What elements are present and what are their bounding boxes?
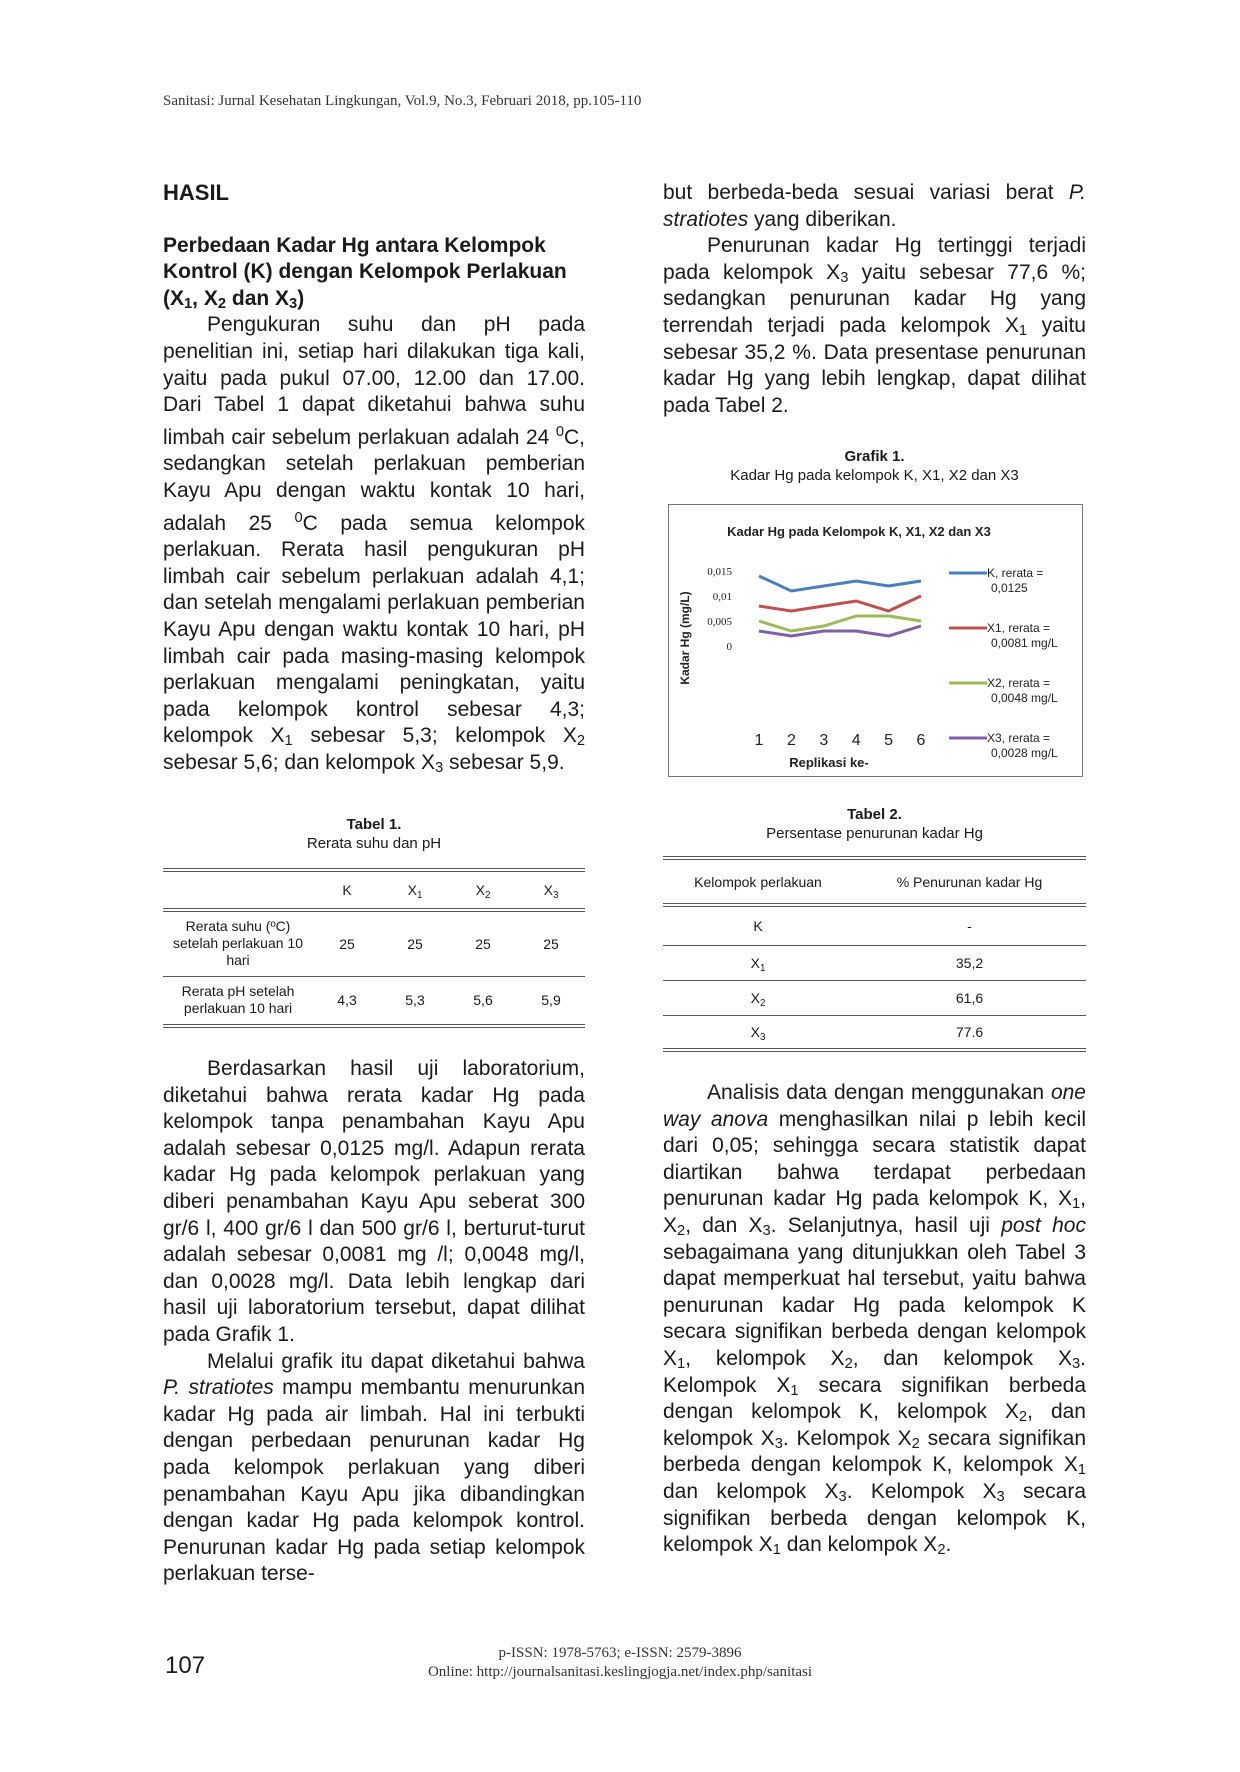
- x-tick-label: 6: [916, 732, 926, 749]
- table-row: [663, 1015, 1086, 1050]
- figure-caption: Grafik 1. Kadar Hg pada kelompok K, X1, X2 dan X3: [730, 448, 1019, 484]
- y-tick-label: 0,015: [707, 566, 732, 578]
- legend-value: 0,0081 mg/L: [991, 636, 1058, 650]
- x-axis-label: Replikasi ke-: [789, 755, 869, 770]
- table-cell: 25: [543, 935, 559, 952]
- section-heading: HASIL: [163, 180, 229, 205]
- table-header-cell: $X_2$: [475, 882, 491, 901]
- table-cell: 25: [407, 935, 423, 952]
- table2-caption: Tabel 2. Persentase penurunan kadar Hg: [766, 806, 983, 842]
- table-header-cell: $X_1$: [407, 882, 423, 901]
- table-cell: 5,9: [541, 992, 561, 1009]
- legend-label: K, rerata =: [987, 566, 1044, 580]
- legend-value: 0,0125: [991, 581, 1028, 595]
- table-row: [663, 945, 1086, 980]
- table-cell: $X_2$: [750, 989, 766, 1009]
- table-row: [663, 980, 1086, 1015]
- paragraph: Melalui grafik itu dapat diketahui bahwa P. stratiotes mampu membantu menurunkan kadar Hg pada air limbah. Hal ini terbukti dengan perbedaan penurunan kadar Hg pada kelompok perlakuan yang diberi penambahan Kayu Apu jika dibandingkan dengan kadar Hg pada kelompok kontrol. Penurunan kadar Hg pada setiap kelompok perlakuan terse-: [163, 1349, 585, 1586]
- table-cell: 4,3: [337, 992, 357, 1009]
- footer-online: Online: http://journalsanitasi.keslingjogja.net/index.php/sanitasi: [427, 1664, 813, 1680]
- table-header-cell: Kelompok perlakuan: [694, 873, 822, 890]
- footer-issn: p-ISSN: 1978-5763; e-ISSN: 2579-3896: [498, 1645, 742, 1661]
- chart-svg: [669, 505, 1082, 776]
- y-axis-label: Kadar Hg (mg/L): [678, 591, 692, 685]
- legend-label: X2, rerata =: [987, 676, 1051, 690]
- series-line: [759, 576, 921, 591]
- y-tick-label: 0,01: [712, 591, 732, 603]
- legend-value: 0,0048 mg/L: [991, 691, 1058, 705]
- table-row: [163, 910, 585, 976]
- y-tick-label: 0: [726, 641, 732, 653]
- right-column-top: [663, 180, 1086, 419]
- paragraph: Analisis data dengan menggunakan one way anova menghasilkan nilai p lebih kecil dari 0,05; sehingga secara statistik dapat diartikan bahwa terdapat perbedaan penurunan kadar Hg pada kelompok K, $X_1$, $X_2$, dan $X_3$. Selanjutnya, hasil uji post hoc sebagaimana yang ditunjukkan oleh Tabel 3 dapat memperkuat hal tersebut, yaitu bahwa penurunan kadar Hg pada kelompok K secara signifikan berbeda dengan kelompok $X_1$, kelompok $X_2$, dan kelompok $X_3$. Kelompok $X_1$ secara signifikan berbeda dengan kelompok K, kelompok $X_2$, dan kelompok $X_3$. Kelompok $X_2$ secara signifikan berbeda dengan kelompok K, kelompok $X_1$ dan kelompok $X_3$. Kelompok $X_3$ secara signifikan berbeda dengan kelompok K, kelompok $X_1$ dan kelompok $X_2$.: [663, 1081, 1087, 1559]
- table-cell: 5,3: [405, 992, 425, 1009]
- table-cell: 77.6: [955, 1023, 984, 1040]
- series-line: [759, 616, 921, 631]
- table1-caption: Tabel 1. Rerata suhu dan pH: [306, 816, 442, 852]
- left-column-top: [163, 180, 585, 776]
- table-cell: 25: [339, 935, 355, 952]
- table1: [163, 868, 585, 1028]
- x-tick-label: 4: [851, 732, 861, 749]
- running-header: Sanitasi: Jurnal Kesehatan Lingkungan, Vol.9, No.3, Februari 2018, pp.105-110: [163, 93, 642, 109]
- line-chart: [668, 504, 1083, 777]
- series-line: [759, 596, 921, 611]
- legend-label: X1, rerata =: [987, 621, 1051, 635]
- table-header-cell: % Penurunan kadar Hg: [896, 873, 1043, 890]
- right-column-bottom: [663, 1080, 1086, 1559]
- x-tick-label: 1: [754, 732, 764, 749]
- chart-title: Kadar Hg pada Kelompok K, X1, X2 dan X3: [727, 524, 991, 539]
- table-row: [663, 905, 1086, 945]
- x-tick-label: 2: [786, 732, 796, 749]
- table2: [663, 856, 1086, 1052]
- table-header-cell: K: [342, 882, 352, 898]
- paragraph: Penurunan kadar Hg tertinggi terjadi pada kelompok $X_3$ yaitu sebesar 77,6 %; sedangkan penurunan kadar Hg yang terrendah terjadi pada kelompok $X_1$ yaitu sebesar 35,2 %. Data presentase penurunan kadar Hg yang lebih lengkap, dapat dilihat pada Tabel 2.: [663, 234, 1086, 417]
- table-header-row: [663, 858, 1086, 905]
- table-cell: $X_3$: [750, 1023, 766, 1043]
- subsection-heading: Perbedaan Kadar Hg antara Kelompok Kontrol (K) dengan Kelompok Perlakuan ($X_1$, $X_2$ dan $X_3$): [163, 233, 567, 312]
- footer: [400, 1644, 840, 1682]
- table-row: [163, 976, 585, 1026]
- paragraph: Berdasarkan hasil uji laboratorium, diketahui bahwa rerata kadar Hg pada kelompok tanpa penambahan Kayu Apu adalah sebesar 0,0125 mg/l. Adapun rerata kadar Hg pada kelompok perlakuan yang diberi penambahan Kayu Apu seberat 300 gr/6 l, 400 gr/6 l dan 500 gr/6 l, berturut-turut adalah sebesar 0,0081 mg /l; 0,0048 mg/l, dan 0,0028 mg/l. Data lebih lengkap dari hasil uji laboratorium tersebut, dapat dilihat pada Grafik 1.: [163, 1057, 585, 1346]
- table-cell: K: [753, 917, 763, 934]
- table-cell: 25: [475, 935, 491, 952]
- paragraph: but berbeda-beda sesuai variasi berat P. stratiotes yang diberikan.: [663, 181, 1086, 231]
- table-header-row: [163, 870, 585, 910]
- page-number: 107: [165, 1652, 206, 1679]
- table-cell: $X_1$: [750, 954, 766, 974]
- table-row-label: Rerata pH setelah perlakuan 10 hari: [181, 983, 295, 1017]
- legend-label: X3, rerata =: [987, 731, 1051, 745]
- table-cell: 61,6: [955, 989, 984, 1006]
- left-column-bottom: [163, 1056, 585, 1588]
- legend-value: 0,0028 mg/L: [991, 746, 1058, 760]
- y-tick-label: 0,005: [707, 616, 732, 628]
- table-cell: 5,6: [473, 992, 493, 1009]
- table-cell: 35,2: [955, 954, 984, 971]
- x-tick-label: 5: [884, 732, 894, 749]
- table-header-cell: $X_3$: [543, 882, 559, 901]
- table-cell: -: [967, 917, 972, 934]
- x-tick-label: 3: [819, 732, 829, 749]
- paragraph: Pengukuran suhu dan pH pada penelitian ini, setiap hari dilakukan tiga kali, yaitu pada pukul 07.00, 12.00 dan 17.00. Dari Tabel 1 dapat diketahui bahwa suhu limbah cair sebelum perlakuan adalah 24 $^0$C, sedangkan setelah perlakuan pemberian Kayu Apu dengan waktu kontak 10 hari, adalah 25 $^0$C pada semua kelompok perlakuan. Rerata hasil pengukuran pH limbah cair sebelum perlakuan adalah 4,1; dan setelah mengalami perlakuan pemberian Kayu Apu dengan waktu kontak 10 hari, pH limbah cair pada masing-masing kelompok perlakuan mengalami peningkatan, yaitu pada kelompok kontrol sebesar 4,3; kelompok $X_1$ sebesar 5,3; kelompok $X_2$ sebesar 5,6; dan kelompok $X_3$ sebesar 5,9.: [163, 313, 585, 776]
- table-row-label: Rerata suhu (ºC) setelah perlakuan 10 hari: [173, 918, 303, 969]
